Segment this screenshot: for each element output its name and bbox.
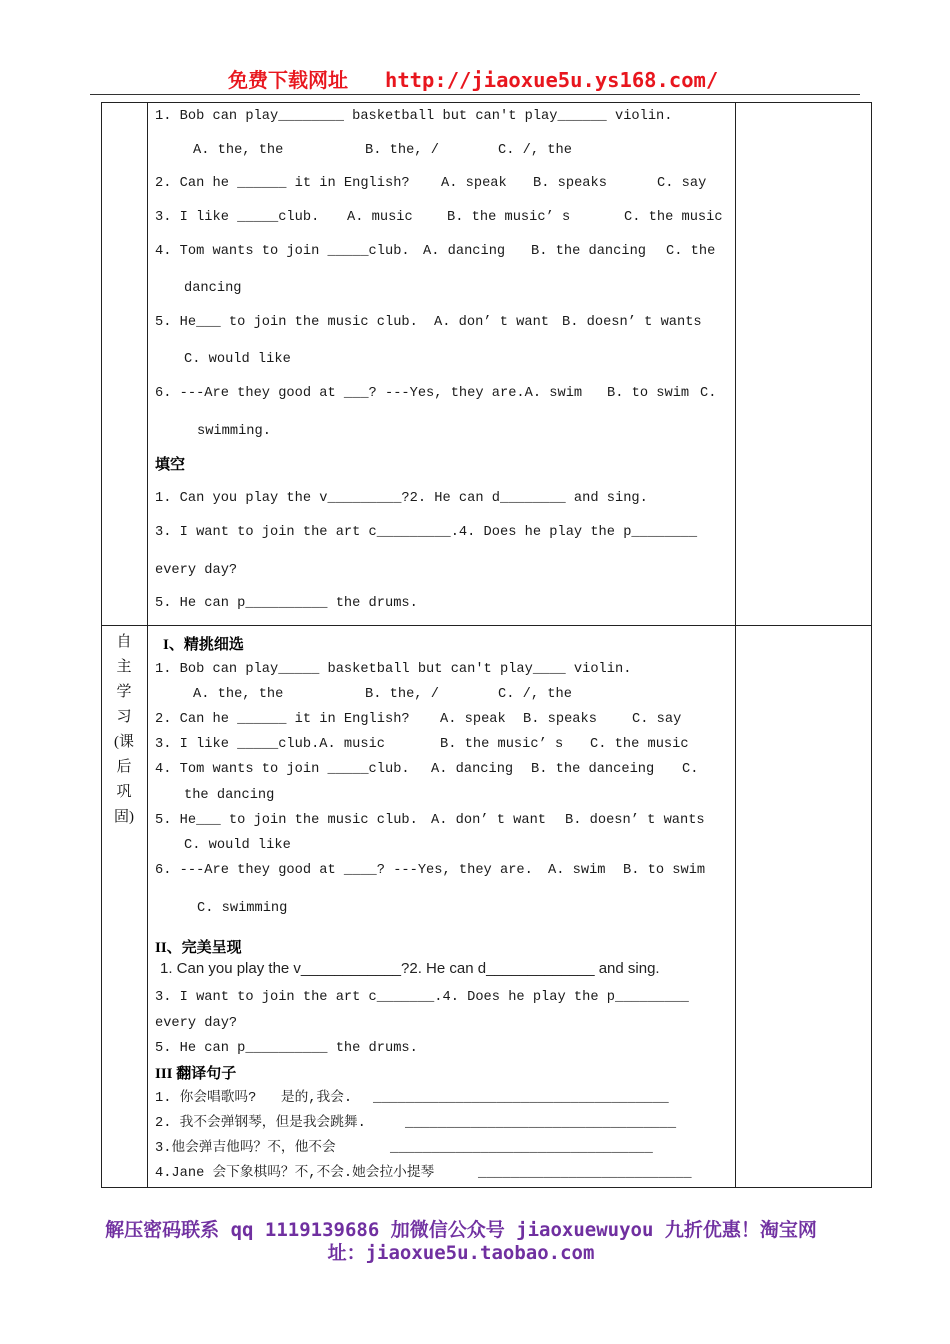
s2-q1-option-a: A. the, the <box>193 687 284 702</box>
s1-q4-option-a: A. dancing <box>423 244 506 259</box>
translate-sentence: 1. 你会唱歌吗? 是的,我会. <box>155 1091 353 1106</box>
s2-q3-option-b: B. the music’ s <box>440 737 564 752</box>
s1-fill-line: every day? <box>155 563 238 578</box>
s1-q2-option-c: C. say <box>657 176 707 191</box>
s1-q1-stem: 1. Bob can play________ basketball but can't play______ violin. <box>155 109 673 124</box>
side-char: (课 <box>114 734 134 750</box>
translate-blank: ________________________________ <box>390 1141 653 1156</box>
s1-q5-stem: 5. He___ to join the music club. <box>155 315 418 330</box>
s2-q4-option-c-continued: the dancing <box>184 788 275 803</box>
s2-side-label <box>101 630 147 830</box>
s2-q6-stem: 6. ---Are they good at ____? ---Yes, they are. <box>155 863 533 878</box>
s1-q6-option-a: A. swim <box>524 386 583 401</box>
side-char: 学 <box>116 684 132 700</box>
s1-q2-stem: 2. Can he ______ it in English? <box>155 176 410 191</box>
table-column-divider-1 <box>147 102 148 1188</box>
s1-q6-option-b: B. to swim <box>607 386 690 401</box>
table-border-right <box>871 102 872 1188</box>
table-row-divider <box>101 625 872 626</box>
s2-q4-option-c: C. <box>682 762 699 777</box>
header-rule <box>90 94 860 95</box>
translate-sentence: 2. 我不会弹钢琴，但是我会跳舞. <box>155 1116 366 1131</box>
s1-q2-option-b: B. speaks <box>533 176 607 191</box>
s2-q2-option-a: A. speak <box>440 712 506 727</box>
side-char: 固) <box>114 809 134 825</box>
s2-q1-stem: 1. Bob can play_____ basketball but can't play____ violin. <box>155 662 632 677</box>
s2-q3-option-c: C. the music <box>590 737 689 752</box>
s1-q4-option-b: B. the dancing <box>531 244 646 259</box>
s1-q6-option-c-continued: swimming. <box>197 424 271 439</box>
s1-q5-option-a: A. don’ t want <box>434 315 549 330</box>
s2-part2-title: II、完美呈现 <box>155 940 242 956</box>
s2-q6-option-a: A. swim <box>548 863 606 878</box>
table-column-divider-2 <box>735 102 736 1188</box>
header-label: 免费下载网址 <box>228 68 348 92</box>
s1-fill-line: 3. I want to join the art c_________.4. Does he play the p________ <box>155 525 698 540</box>
translate-blank: __________________________ <box>478 1166 692 1181</box>
s2-part1-title: I、精挑细选 <box>163 637 244 653</box>
s2-q5-option-c: C. would like <box>184 838 291 853</box>
s2-q4-option-a: A. dancing <box>431 762 514 777</box>
s2-q5-option-b: B. doesn’ t wants <box>565 813 705 828</box>
s1-q3-stem: 3. I like _____club. <box>155 210 320 225</box>
s1-q6-option-c: C. <box>700 386 717 401</box>
s2-q3-option-a: A. music <box>319 737 385 752</box>
s1-q3-option-b: B. the music’ s <box>447 210 571 225</box>
s2-fill-line: 3. I want to join the art c_______.4. Does he play the p_________ <box>155 990 689 1005</box>
s1-q1-option-b: B. the, / <box>365 143 439 158</box>
translate-sentence: 3.他会弹吉他吗？不，他不会 <box>155 1141 336 1156</box>
s1-q2-option-a: A. speak <box>441 176 507 191</box>
s2-part3-title: III 翻译句子 <box>155 1066 237 1082</box>
s2-q1-option-c: C. /, the <box>498 687 572 702</box>
s2-q2-stem: 2. Can he ______ it in English? <box>155 712 410 727</box>
side-char: 主 <box>116 659 132 675</box>
s1-q5-option-c: C. would like <box>184 352 291 367</box>
s2-q5-option-a: A. don’ t want <box>431 813 546 828</box>
s2-q3-line <box>155 735 385 755</box>
s2-q2-option-b: B. speaks <box>523 712 597 727</box>
header-url: http://jiaoxue5u.ys168.com/ <box>385 68 719 92</box>
s2-fill-line: 5. He can p__________ the drums. <box>155 1041 418 1056</box>
s1-q6-stem: 6. ---Are they good at ___? ---Yes, they are. <box>155 386 525 401</box>
s2-q4-option-b: B. the danceing <box>531 762 655 777</box>
s1-fill-line: 5. He can p__________ the drums. <box>155 596 418 611</box>
s1-q1-option-c: C. /, the <box>498 143 572 158</box>
side-char: 自 <box>116 634 132 650</box>
s2-q4-stem: 4. Tom wants to join _____club. <box>155 762 410 777</box>
s2-q2-option-c: C. say <box>632 712 682 727</box>
s1-fill-line: 1. Can you play the v_________?2. He can d________ and sing. <box>155 491 648 506</box>
s2-q6-option-c: C. swimming <box>197 901 288 916</box>
footer-line-2: 址：jiaoxue5u.taobao.com <box>327 1242 595 1264</box>
s1-q4-option-c-continued: dancing <box>184 281 242 296</box>
s1-q3-option-c: C. the music <box>624 210 723 225</box>
s1-q3-option-a: A. music <box>347 210 413 225</box>
s2-fill-line: 1. Can you play the v____________?2. He can d_____________ and sing. <box>160 960 660 977</box>
s2-q1-option-b: B. the, / <box>365 687 439 702</box>
s1-fill-title: 填空 <box>155 457 186 473</box>
table-border-top <box>101 102 872 103</box>
s2-q3-stem: 3. I like _____club. <box>155 737 320 752</box>
footer-line-1: 解压密码联系 qq 1119139686 加微信公众号 jiaoxuewuyou 九折优惠！淘宝网 <box>105 1219 817 1241</box>
s2-q6-option-b: B. to swim <box>623 863 706 878</box>
s2-fill-line: every day? <box>155 1016 238 1031</box>
translate-blank: _________________________________ <box>405 1116 677 1131</box>
s1-q4-option-c: C. the <box>666 244 716 259</box>
s1-q6-line <box>155 384 582 404</box>
s1-q1-option-a: A. the, the <box>193 143 284 158</box>
side-char: 后 <box>116 759 132 775</box>
s1-q5-option-b: B. doesn’ t wants <box>562 315 702 330</box>
table-border-bottom <box>101 1187 872 1188</box>
side-char: 习 <box>116 709 132 725</box>
s1-q4-stem: 4. Tom wants to join _____club. <box>155 244 410 259</box>
side-char: 巩 <box>116 784 132 800</box>
translate-sentence: 4.Jane 会下象棋吗？不,不会.她会拉小提琴 <box>155 1166 435 1181</box>
translate-blank: ____________________________________ <box>373 1091 669 1106</box>
s2-q5-stem: 5. He___ to join the music club. <box>155 813 418 828</box>
